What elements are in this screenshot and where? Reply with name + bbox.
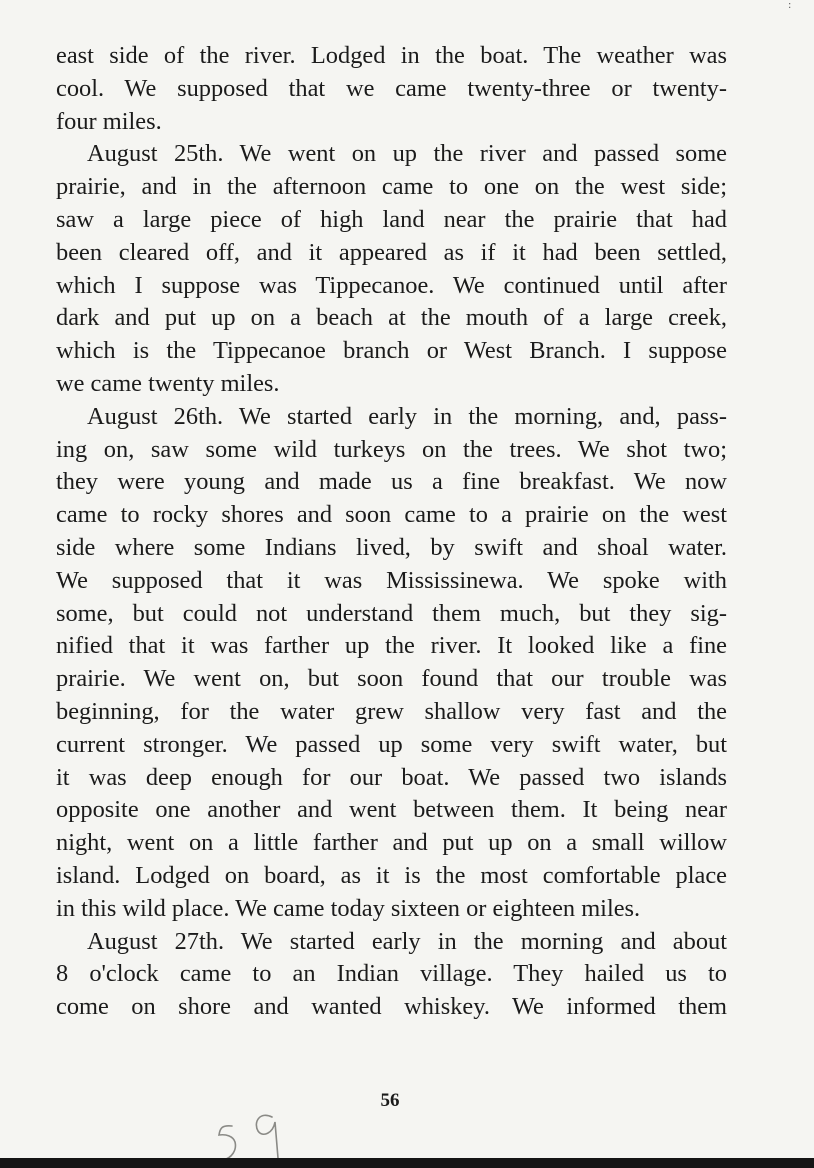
text-line: which I suppose was Tippecanoe. We continued until after — [56, 271, 727, 299]
text-line: current stronger. We passed up some very swift water, but — [56, 730, 727, 758]
text-line: night, went on a little farther and put up on a small willow — [56, 829, 727, 857]
text-line: side where some Indians lived, by swift and shoal water. — [56, 533, 727, 561]
body-text — [56, 40, 727, 1024]
page-number: 56 — [380, 1090, 400, 1111]
text-line: prairie. We went on, but soon found that our trouble was — [56, 665, 727, 693]
text-line: in this wild place. We came today sixteen or eighteen miles. — [56, 894, 641, 922]
scan-bottom-edge — [0, 1158, 814, 1168]
text-line: come on shore and wanted whiskey. We informed them — [56, 993, 727, 1021]
text-line: island. Lodged on board, as it is the most comfortable place — [56, 861, 727, 889]
text-line: August 26th. We started early in the morning, and, pass- — [87, 402, 727, 430]
text-line: cool. We supposed that we came twenty-three or twenty- — [56, 74, 727, 102]
text-line: opposite one another and went between them. It being near — [56, 796, 727, 824]
text-line: ing on, saw some wild turkeys on the trees. We shot two; — [56, 435, 727, 463]
text-line: been cleared off, and it appeared as if it had been settled, — [56, 238, 727, 266]
text-line: August 27th. We started early in the morning and about — [87, 927, 727, 955]
text-line: 8 o'clock came to an Indian village. They hailed us to — [56, 960, 727, 988]
text-line: saw a large piece of high land near the prairie that had — [56, 205, 727, 233]
text-line: August 25th. We went on up the river and passed some — [87, 140, 727, 168]
text-line: dark and put up on a beach at the mouth of a large creek, — [56, 304, 727, 332]
text-line: they were young and made us a fine breakfast. We now — [56, 468, 727, 496]
text-line: it was deep enough for our boat. We passed two islands — [56, 763, 727, 791]
text-line: which is the Tippecanoe branch or West Branch. I suppose — [56, 337, 727, 365]
text-line: nified that it was farther up the river. It looked like a fine — [56, 632, 727, 660]
text-line: beginning, for the water grew shallow very fast and the — [56, 697, 727, 725]
text-line: We supposed that it was Mississinewa. We spoke with — [56, 566, 727, 594]
text-line: we came twenty miles. — [56, 369, 280, 397]
text-line: prairie, and in the afternoon came to one on the west side; — [56, 173, 727, 201]
text-line: some, but could not understand them much, but they sig- — [56, 599, 727, 627]
text-line: four miles. — [56, 107, 162, 135]
text-line: east side of the river. Lodged in the boat. The weather was — [56, 42, 727, 69]
scan-mark: : — [788, 0, 792, 11]
text-line: came to rocky shores and soon came to a prairie on the west — [56, 501, 727, 529]
